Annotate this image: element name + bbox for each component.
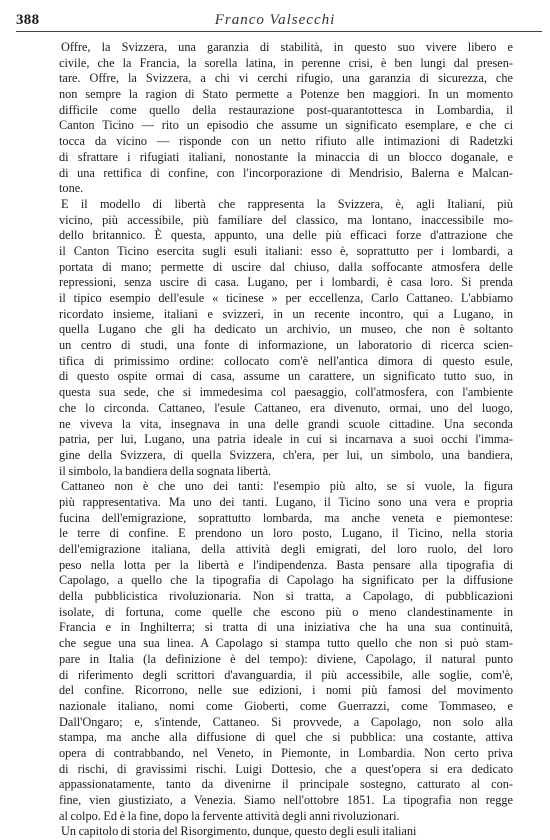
text-line: un centro di studi, una fonte di informazione, un laboratorio di ricerca scien- <box>59 338 513 353</box>
text-line: Offre, la Svizzera, una garanzia di stabilità, in questo suo vivere libero e <box>61 40 513 54</box>
body-text <box>59 40 513 840</box>
text-line: al colpo. Ed è la fine, dopo la fervente attività degli anni rivoluzionari. <box>59 808 400 823</box>
text-line: di sfrattare i rifugiati italiani, nonostante la minaccia di un blocco doganale, e <box>59 149 513 164</box>
text-line: del confine. Ricorrono, nelle sue edizioni, i nomi più famosi del movimento <box>59 683 513 698</box>
text-line: Canton Ticino — rito un episodio che assume un significato esemplare, e che ci <box>59 118 513 133</box>
page-header <box>16 10 534 32</box>
page-number: 388 <box>16 12 40 28</box>
text-line: dello britannico. È questa, appunto, una delle più efficaci forze d'attrazione che <box>59 228 513 243</box>
text-line: fine, vien giustiziato, a Venezia. Siamo nell'ottobre 1851. La tipografia non regge <box>59 793 513 807</box>
text-line: patria, per lui, Lugano, una patria ideale in cui si incarnava a suoi occhi l'imma- <box>59 432 513 447</box>
text-line: Dall'Ongaro; e, s'intende, Cattaneo. Si provvede, a Capolago, non solo alla <box>59 714 513 729</box>
text-line: dell'emigrazione italiana, della attività degli emigrati, del loro ruolo, del loro <box>59 542 513 556</box>
text-line: tocca da vicino — risponde con un netto rifiuto alle intimazioni di Radetzki <box>59 134 513 149</box>
text-line: fucina dell'emigrazione, soprattutto lombarda, ma anche veneta e piemontese: <box>59 510 513 525</box>
text-line: questa sua sede, che si immedesima col paesaggio, coll'atmosfera, con l'ambiente <box>59 385 513 400</box>
text-line: di questo ospite ormai di casa, assume un carattere, un significato tutto suo, in <box>59 369 513 384</box>
text-line: pare in Italia (la definizione è del tempo): diviene, Capolago, il natural punto <box>59 651 513 666</box>
paragraph <box>59 479 513 824</box>
text-line: Un capitolo di storia del Risorgimento, dunque, questo degli esuli italiani <box>61 824 417 839</box>
text-line: gine della Svizzera, di quella Svizzera, ch'era, per lui, un simbolo, una bandiera, <box>59 447 513 462</box>
text-line: difficile come quello della restaurazione post-quarantottesca in Lombardia, il <box>59 102 513 117</box>
paragraph <box>59 40 513 197</box>
text-line: ricordato insieme, italiani e svizzeri, in un recente incontro, qui a Lugano, in <box>59 306 513 321</box>
text-line: nazionale italiano, nomi come Gioberti, come Guerrazzi, come Tommaseo, e <box>59 698 513 713</box>
text-line: di riferimento degli scrittori d'avanguardia, il più accessibile, alle soglie, com'è, <box>59 667 513 682</box>
text-line: della pubblicistica rivoluzionaria. Non si tratta, a Capolago, di pubblicazioni <box>59 589 513 604</box>
text-line: il tipico esempio dell'esule « ticinese » per eccellenza, Carlo Cattaneo. L'abbiamo <box>59 291 513 305</box>
text-line: di una rettifica di confine, con l'incorporazione di Mendrisio, Balerna e Malcan- <box>59 165 513 180</box>
text-line: il simbolo, la bandiera della sognata libertà. <box>59 463 272 478</box>
text-line: repressioni, senza uscire di casa. Lugano, per i lombardi, è casa loro. Si prenda <box>59 275 513 290</box>
text-line: ne viveva la vita, insegnava in una delle grandi scuole cittadine. Una seconda <box>59 416 513 431</box>
text-line: stampa, ma anche alla diffusione di quel che si pubblica: una costante, attiva <box>59 730 513 745</box>
text-line: isolate, di fortuna, come quelle che escono più o meno clandestinamente in <box>59 604 513 619</box>
running-head: Franco Valsecchi <box>214 12 336 28</box>
text-line: Cattaneo non è che uno dei tanti: l'esempio più alto, se si vuole, la figura <box>61 479 513 494</box>
text-line: di rischi, di gravissimi rischi. Luigi Dottesio, che a quest'opera si era dedicato <box>59 761 513 776</box>
text-line: tone. <box>59 181 84 196</box>
paragraph <box>59 824 513 840</box>
text-line: opera di contrabbando, nel Veneto, in Piemonte, in Lombardia. Non certo priva <box>59 745 513 760</box>
text-line: non sempre la ragion di Stato permette a Potenze ben maggiori. In un momento <box>59 87 513 102</box>
text-line: vicino, più accessibile, più familiare del classico, ma lontano, inaccessibile mo- <box>59 212 513 227</box>
text-line: quella Lugano che gli ha dedicato un archivio, un museo, che non è soltanto <box>59 322 513 337</box>
text-line: più rappresentativa. Ma uno dei tanti. Lugano, il Ticino sono una vera e propria <box>59 494 513 509</box>
text-line: appassionatamente, tanto da divenirne il principale sostegno, catturato al con- <box>59 777 513 792</box>
text-line: portata di mano; permette di uscire dal chiuso, dalla soffocante atmosfera delle <box>59 259 513 274</box>
text-line: peso nella lotta per la libertà e l'indipendenza. Basta pensare alla tipografia di <box>59 557 513 572</box>
text-line: che lo circonda. Cattaneo, l'esule Cattaneo, era divenuto, ormai, uno del luogo, <box>59 400 513 415</box>
text-line: civile, che la Francia, la sorella latina, in perenne crisi, è ben lungi dal presen- <box>59 55 513 70</box>
text-line: tifica di primissimo ordine: collocato com'è nell'antica dimora di questo esule, <box>59 353 513 368</box>
text-line: il Canton Ticino esercita sugli esuli italiani: esso è, soprattutto per i lombardi, a <box>59 243 513 258</box>
text-line: tare. Offre, la Svizzera, a chi vi cerchi rifugio, una garanzia di sicurezza, che <box>59 71 513 86</box>
header-rule <box>16 31 542 32</box>
text-line: che segue una sua linea. A Capolago si stampa tutto quello che non si può stam- <box>59 636 513 651</box>
text-line: Francia e in Inghilterra; si tratta di una iniziativa che ha una sua continuità, <box>59 620 513 635</box>
text-line: le terre di confine. E prendono un loro posto, Lugano, il Ticino, nella storia <box>59 526 513 541</box>
paragraph <box>59 197 513 479</box>
text-line: E il modello di libertà che rappresenta la Svizzera, è, agli Italiani, più <box>61 196 513 211</box>
text-line: Capolago, a quello che la tipografia di Capolago ha significato per la diffusione <box>59 573 513 588</box>
